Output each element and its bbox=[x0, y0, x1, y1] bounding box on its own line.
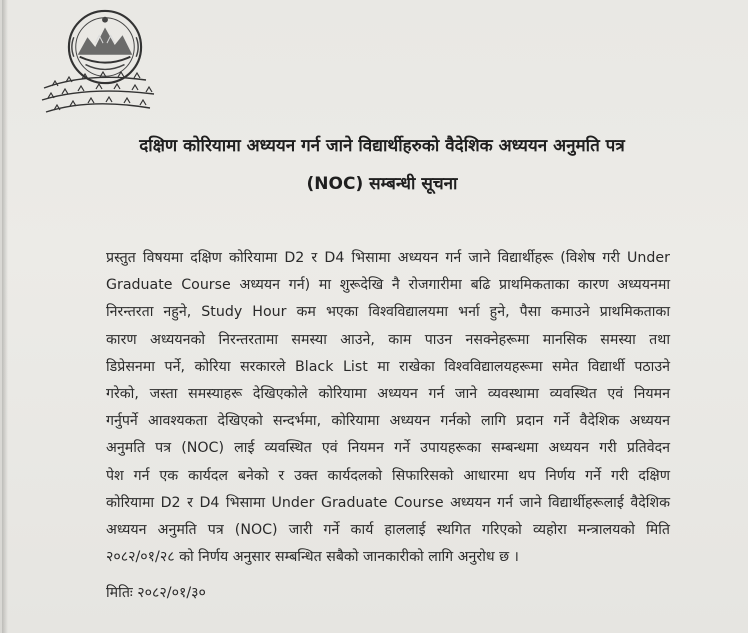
body-line: अनुमति पत्र (NOC) लाई व्यवस्थित एवं नियमन गर्ने उपायहरूका सम्बन्धमा अध्ययन गरी प्रतिवेदन bbox=[106, 440, 671, 457]
notice-date: मितिः २०८२/०१/३० bbox=[106, 585, 206, 601]
notice-title-line-2: (NOC) सम्बन्धी सूचना bbox=[306, 174, 458, 194]
body-line: अध्ययन अनुमति पत्र (NOC) जारी गर्ने कार्य हाललाई स्थगित गरिएको व्यहोरा मन्त्रालयको मिति bbox=[106, 521, 670, 538]
body-line: निरन्तरता नहुने, Study Hour कम भएका विश्वविद्यालयमा भर्ना हुने, पैसा कमाउने प्राथमिकताका bbox=[106, 304, 670, 321]
body-line: कारण अध्ययनको निरन्तरतामा समस्या आउने, काम पाउन नसक्नेहरूमा मानसिक समस्या तथा bbox=[106, 331, 670, 348]
body-line: कोरियामा D2 र D4 भिसामा Under Graduate Course अध्ययन गर्न जाने विद्यार्थीहरूलाई वैदेशिक bbox=[106, 494, 670, 511]
page-edge-shadow bbox=[2, 0, 8, 633]
body-line: प्रस्तुत विषयमा दक्षिण कोरियामा D2 र D4 भिसामा अध्ययन गर्न जाने विद्यार्थीहरू (विशेष गरी Under bbox=[106, 250, 670, 266]
notice-page bbox=[2, 0, 748, 633]
notice-title-line-1: दक्षिण कोरियामा अध्ययन गर्न जाने विद्यार्थीहरुको वैदेशिक अध्ययन अनुमति पत्र bbox=[139, 136, 625, 156]
notice-body bbox=[106, 245, 670, 571]
ministry-letterhead-text bbox=[38, 68, 168, 130]
body-line: डिप्रेसनमा पर्ने, कोरिया सरकारले Black List मा राखेका विश्वविद्यालयहरूमा समेत विद्यार्थी पठाउने bbox=[106, 358, 670, 375]
body-line: Graduate Course अध्ययन गर्न) मा शुरूदेखि नै रोजगारीमा बढि प्राथमिकताका कारण अध्ययनमा bbox=[106, 277, 670, 294]
body-line: २०८२/०१/२८ को निर्णय अनुसार सम्बन्धित सबैको जानकारीको लागि अनुरोध छ । bbox=[106, 549, 519, 566]
body-line: गरेको, जस्ता समस्याहरू देखिएकोले कोरियामा अध्ययन गर्न जाने व्यवस्थामा व्यवस्थित एवं नियमन bbox=[106, 385, 670, 402]
body-line: गर्नुपर्ने आवश्यकता देखिएको सन्दर्भमा, कोरियामा अध्ययन गर्नको लागि प्रदान गर्ने वैदेशिक अध्ययन bbox=[106, 413, 670, 430]
government-emblem bbox=[38, 8, 168, 128]
body-line: पेश गर्न एक कार्यदल बनेको र उक्त कार्यदलको सिफारिसको आधारमा थप निर्णय गर्ने गरी दक्षिण bbox=[106, 467, 670, 484]
